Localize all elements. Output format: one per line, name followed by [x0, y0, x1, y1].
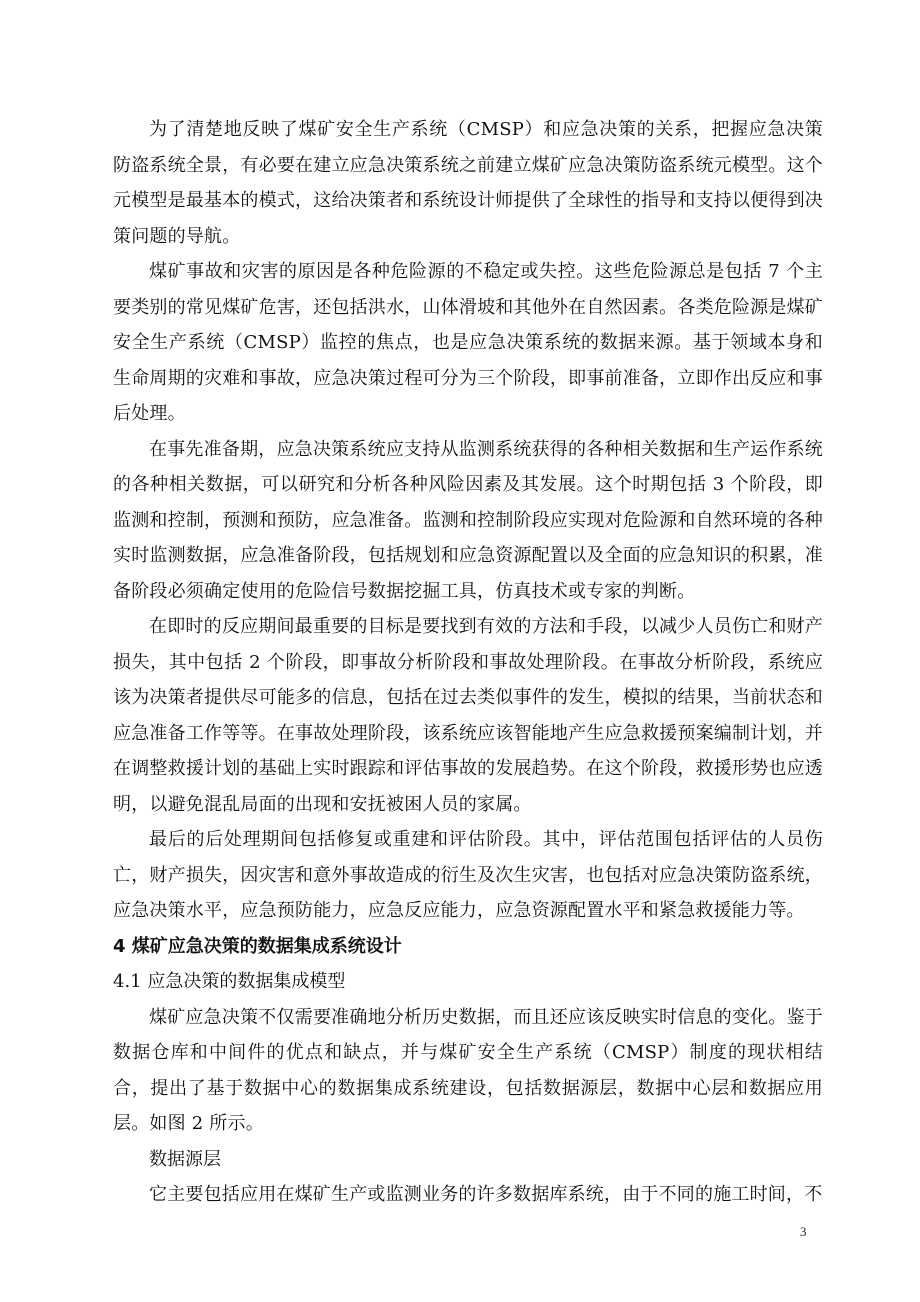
paragraph-4: 在即时的反应期间最重要的目标是要找到有效的方法和手段，以减少人员伤亡和财产损失，其中包括 2 个阶段，即事故分析阶段和事故处理阶段。在事故分析阶段，系统应该为决策者提供尽可能多的信息，包括在过去类似事件的发生，模拟的结果，当前状态和应急准备工作等等。在事故处理阶段，该系统应该智能地产生应急救援预案编制计划，并在调整救援计划的基础上实时跟踪和评估事故的发展趋势。在这个阶段，救援形势也应透明，以避免混乱局面的出现和安抚被困人员的家属。 — [113, 616, 823, 815]
data-source-layer-label: 数据源层 — [149, 1148, 221, 1170]
subsection-heading: 4.1 应急决策的数据集成模型 — [113, 971, 346, 992]
page-number: 3 — [800, 1224, 807, 1239]
final-paragraph: 它主要包括应用在煤矿生产或监测业务的许多数据库系统，由于不同的施工时间，不 — [149, 1184, 823, 1205]
paragraph-3: 在事先准备期，应急决策系统应支持从监测系统获得的各种相关数据和生产运作系统的各种相关数据，可以研究和分析各种风险因素及其发展。这个时期包括 3 个阶段，即监测和控制，预测和预防，应急准备。监测和控制阶段应实现对危险源和自然环境的各种实时监测数据，应急准备阶段，包括规划和应急资源配置以及全面的应急知识的积累，准备阶段必须确定使用的危险信号数据挖掘工具，仿真技术或专家的判断。 — [113, 438, 823, 602]
document-body — [113, 112, 823, 1213]
section-heading: 4 煤矿应急决策的数据集成系统设计 — [113, 935, 402, 957]
paragraph-1: 为了清楚地反映了煤矿安全生产系统（CMSP）和应急决策的关系，把握应急决策防盗系统全景，有必要在建立应急决策系统之前建立煤矿应急决策防盗系统元模型。这个元模型是最基本的模式，这给决策者和系统设计师提供了全球性的指导和支持以便得到决策问题的导航。 — [113, 119, 823, 247]
paragraph-5: 最后的后处理期间包括修复或重建和评估阶段。其中，评估范围包括评估的人员伤亡，财产损失，因灾害和意外事故造成的衍生及次生灾害，也包括对应急决策防盗系统，应急决策水平，应急预防能力，应急反应能力，应急资源配置水平和紧急救援能力等。 — [113, 829, 823, 921]
paragraph-2: 煤矿事故和灾害的原因是各种危险源的不稳定或失控。这些危险源总是包括 7 个主要类别的常见煤矿危害，还包括洪水，山体滑坡和其他外在自然因素。各类危险源是煤矿安全生产系统（CMSP）监控的焦点，也是应急决策系统的数据来源。基于领域本身和生命周期的灾难和事故，应急决策过程可分为三个阶段，即事前准备，立即作出反应和事后处理。 — [113, 261, 823, 424]
subsection-paragraph: 煤矿应急决策不仅需要准确地分析历史数据，而且还应该反映实时信息的变化。鉴于数据仓库和中间件的优点和缺点，并与煤矿安全生产系统（CMSP）制度的现状相结合，提出了基于数据中心的数据集成系统建设，包括数据源层，数据中心层和数据应用层。如图 2 所示。 — [113, 1006, 823, 1134]
